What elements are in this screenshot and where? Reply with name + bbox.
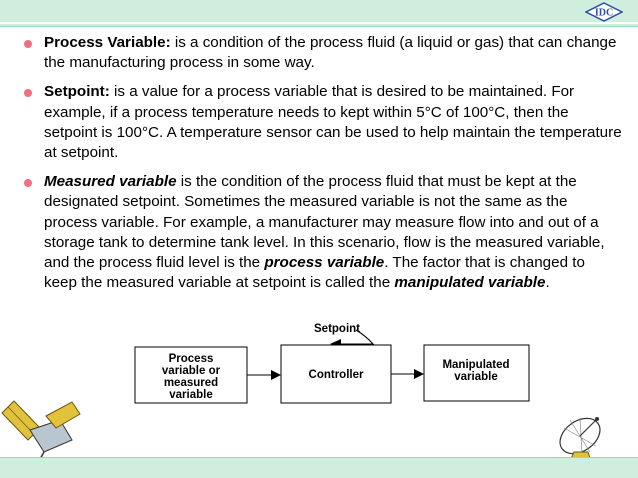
arrow-to-controller [271, 370, 281, 380]
box1-line: Process [168, 353, 214, 365]
footer-band [0, 457, 638, 478]
box1-line: variable [169, 389, 213, 401]
box3-line: Manipulated [442, 359, 510, 371]
definition-text: . The factor that is changed to keep the measured variable at setpoint is called the [44, 254, 585, 292]
definition-text: is a value for a process variable that is desired to be maintained. For example, if a process temperature needs to kept within 5°C of 100°C, then the setpoint is 100°C. A temperature sensor can be used to help maintain the temperature at setpoint. [44, 83, 622, 162]
box3-line: variable [454, 371, 498, 383]
arrow-to-manipulated [414, 369, 424, 379]
term-process-variable: Process Variable: [44, 34, 171, 51]
definition-text: is the condition of the process fluid that must be kept at the designated setpoint. Sometimes the measured variable is not the same as the process variable. For example, a manufacturer may measure flow into and out of a storage tank to determine tank level. In this scenario, flow is the measured variable, and the process fluid level is the [44, 173, 605, 272]
term-measured-variable: Measured variable [44, 173, 177, 191]
term-setpoint: Setpoint: [44, 83, 110, 101]
controller-label: Controller [308, 369, 364, 381]
box1-line: measured [163, 377, 219, 389]
logo-text: IDC [594, 7, 614, 19]
definition-text: is a condition of the process fluid (a liquid or gas) that can change the manufacturing process in some way. [44, 34, 617, 72]
term-manipulated-variable: manipulated variable [394, 274, 546, 292]
definition-text: . [545, 274, 550, 292]
term-process-variable-inline: process variable [264, 254, 385, 272]
setpoint-label: Setpoint [314, 323, 360, 335]
box1-line: variable or [161, 365, 221, 377]
